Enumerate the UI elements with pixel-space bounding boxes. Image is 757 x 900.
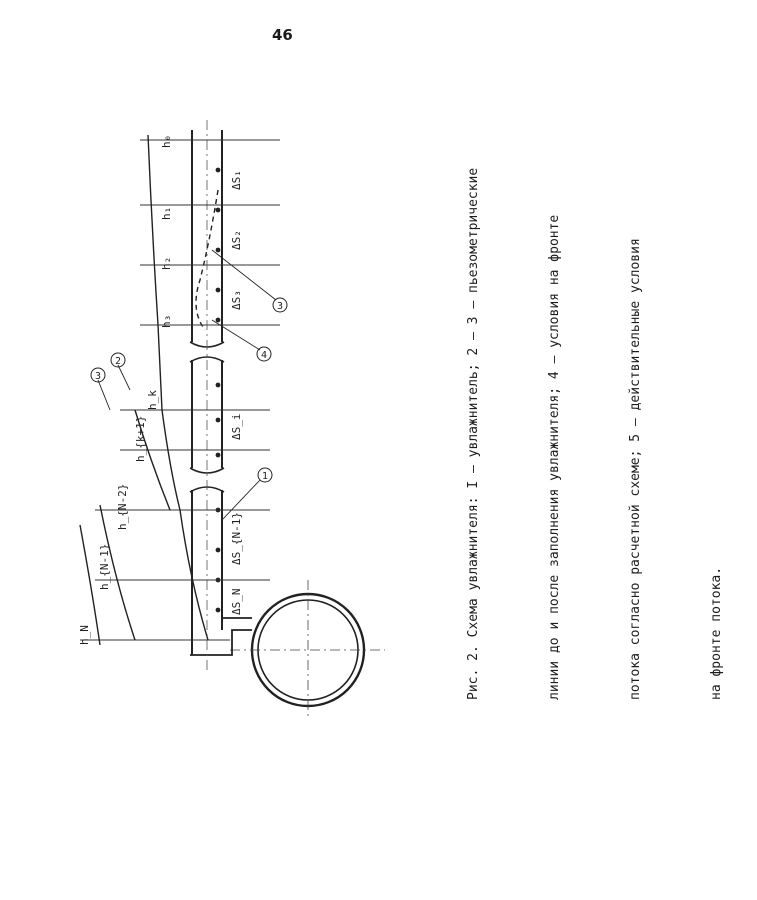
- label-hN: h_N: [78, 625, 91, 645]
- spacing-labels: [230, 170, 243, 615]
- label-h2: h₂: [160, 256, 173, 270]
- figure-caption: [406, 150, 757, 700]
- svg-text:2: 2: [115, 356, 122, 367]
- caption-line-2: линии до и после заполнения увлажнителя; 4 – условия на фронте: [547, 214, 562, 700]
- svg-text:3: 3: [277, 301, 284, 312]
- label-hk1: h_{k+1}: [134, 415, 147, 462]
- label-dS1: ΔS₁: [230, 170, 243, 190]
- label-hN1: h_{N-1}: [98, 543, 111, 590]
- label-h3: h₃: [160, 314, 173, 328]
- label-dS2: ΔS₂: [230, 230, 243, 250]
- humidifier-diagram: [40, 110, 460, 750]
- caption-line-1: Рис. 2. Схема увлажнителя: I – увлажнитель; 2 – 3 – пьезометрические: [466, 167, 481, 700]
- label-dS3: ΔS₃: [230, 290, 243, 310]
- label-dSN1: ΔS_{N-1}: [230, 512, 243, 565]
- svg-text:4: 4: [261, 350, 268, 361]
- page-number: 46: [272, 26, 293, 44]
- label-h1: h₁: [160, 206, 173, 220]
- label-hk: h_k: [146, 390, 159, 410]
- head-labels: [78, 135, 173, 645]
- label-hN2: h_{N-2}: [116, 483, 129, 530]
- svg-text:1: 1: [262, 471, 269, 482]
- caption-line-3: потока согласно расчетной схеме; 5 – действительные условия: [628, 238, 643, 700]
- label-dSi: ΔS_i: [230, 413, 243, 440]
- label-h0: h₀: [160, 134, 173, 148]
- main-pipe: [190, 120, 224, 670]
- callouts: [91, 250, 287, 520]
- svg-text:3: 3: [95, 371, 102, 382]
- label-dSN: ΔS_N: [230, 588, 243, 615]
- caption-line-4: на фронте потока.: [709, 566, 724, 700]
- header-circle: [230, 580, 385, 720]
